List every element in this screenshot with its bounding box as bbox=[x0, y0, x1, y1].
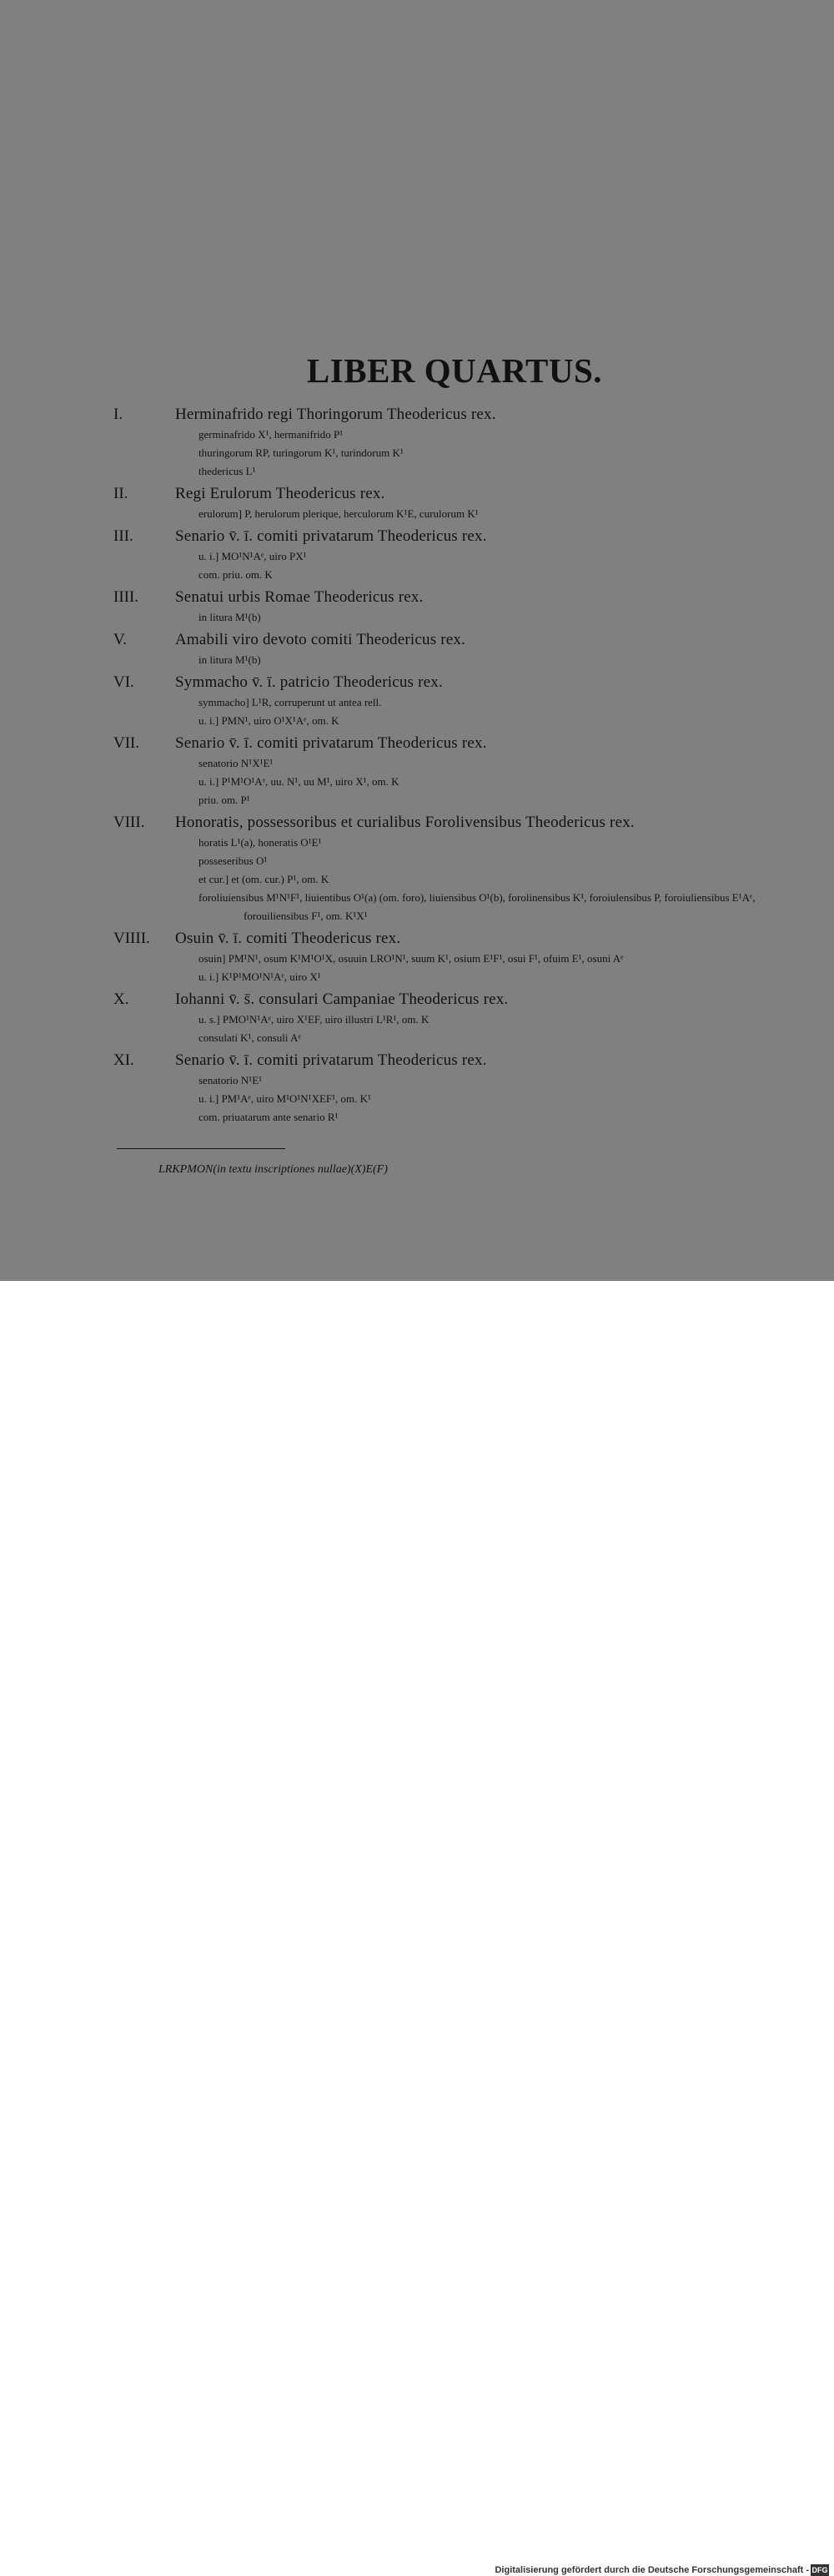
entry-numeral: VIII. bbox=[113, 814, 145, 831]
entry-heading: Osuin v̄. ī. comiti Theodericus rex. bbox=[175, 930, 401, 947]
letter-entry bbox=[113, 526, 806, 584]
entry-numeral: IIII. bbox=[113, 588, 139, 606]
entry-heading: Amabili viro devoto comiti Theodericus rex. bbox=[175, 631, 466, 648]
apparatus-note: com. priu. om. K bbox=[198, 568, 273, 581]
letter-entry bbox=[113, 404, 806, 481]
letter-entry bbox=[113, 989, 806, 1047]
letter-entry bbox=[113, 812, 806, 925]
apparatus-note: osuin] PM¹N¹, osum K¹M¹O¹X, osuuin LRO¹N¹, suum K¹, osium E¹F¹, osui F¹, ofuim E¹, osuni Aᵉ bbox=[198, 952, 624, 965]
entry-numeral: V. bbox=[113, 631, 128, 648]
apparatus-note: thedericus L¹ bbox=[198, 465, 256, 477]
apparatus-note: u. i.] K¹P¹MO¹N¹Aᵉ, uiro X¹ bbox=[198, 970, 321, 983]
apparatus-note: foroliuiensibus M¹N¹F¹, liuientibus O¹(a) (om. foro), liuiensibus O¹(b), forolinensibus K¹, foroiulensibus P, foroiuliensibus E¹Aᵉ, forouiliensibus F¹, om. K¹X¹ bbox=[198, 891, 756, 922]
letter-entry bbox=[113, 733, 806, 809]
entry-heading-row bbox=[113, 629, 806, 651]
letter-entry bbox=[113, 483, 806, 523]
apparatus-note: priu. om. P¹ bbox=[198, 794, 250, 806]
apparatus-note: u. i.] PM¹Aᵉ, uiro M¹O¹N¹XEF¹, om. K¹ bbox=[198, 1092, 371, 1105]
dfg-logo-icon: DFG bbox=[811, 2566, 828, 2574]
apparatus-note: com. priuatarum ante senario R¹ bbox=[198, 1111, 339, 1123]
apparatus-note: u. i.] PMN¹, uiro O¹X¹Aᵉ, om. K bbox=[198, 714, 339, 727]
apparatus-note: in litura M¹(b) bbox=[198, 653, 261, 666]
apparatus-note: posseseribus O¹ bbox=[198, 854, 268, 867]
entry-heading-row bbox=[113, 812, 806, 834]
entry-numeral: VI. bbox=[113, 673, 134, 691]
letter-entry bbox=[113, 587, 806, 627]
entry-heading: Iohanni v̄. s̄. consulari Campaniae Theodericus rex. bbox=[175, 991, 509, 1008]
entry-heading-row bbox=[113, 672, 806, 693]
letter-entry bbox=[113, 672, 806, 730]
footnote-rule bbox=[117, 1148, 285, 1149]
entry-numeral: VIIII. bbox=[113, 930, 150, 947]
entry-heading: Senario v̄. ī. comiti privatarum Theodericus rex. bbox=[175, 734, 487, 752]
letter-entry bbox=[113, 1050, 806, 1127]
apparatus-note: u. i.] P¹M¹O¹Aᵉ, uu. N¹, uu M¹, uiro X¹, om. K bbox=[198, 775, 399, 788]
entry-numeral: II. bbox=[113, 485, 128, 502]
entry-heading: Honoratis, possessoribus et curialibus Forolivensibus Theodericus rex. bbox=[175, 814, 635, 831]
entry-heading-row bbox=[113, 733, 806, 754]
entry-heading: Symmacho v̄. ī. patricio Theodericus rex. bbox=[175, 673, 443, 691]
letter-entry bbox=[113, 629, 806, 669]
apparatus-note: senatorio N¹X¹E¹ bbox=[198, 757, 274, 769]
letter-list bbox=[113, 404, 806, 1129]
apparatus-note: consulati K¹, consuli Aᵉ bbox=[198, 1031, 301, 1044]
entry-heading: Senario v̄. ī. comiti privatarum Theodericus rex. bbox=[175, 527, 487, 545]
entry-numeral: X. bbox=[113, 991, 129, 1008]
entry-heading: Senatui urbis Romae Theodericus rex. bbox=[175, 588, 424, 606]
entry-heading: Senario v̄. ī. comiti privatarum Theodericus rex. bbox=[175, 1051, 487, 1069]
apparatus-note: u. s.] PMO¹N¹Aᵉ, uiro X¹EF, uiro illustri L¹R¹, om. K bbox=[198, 1013, 430, 1026]
manuscript-sigla: LRKPMON(in textu inscriptiones nullae)(X)E(F) bbox=[158, 1163, 388, 1176]
entry-numeral: III. bbox=[113, 527, 133, 545]
entry-numeral: XI. bbox=[113, 1051, 134, 1069]
entry-heading-row bbox=[113, 928, 806, 950]
entry-heading-row bbox=[113, 989, 806, 1011]
apparatus-note: horatis L¹(a), honeratis O¹E¹ bbox=[198, 836, 322, 849]
entry-heading-row bbox=[113, 1050, 806, 1071]
entry-numeral: VII. bbox=[113, 734, 140, 752]
apparatus-note: thuringorum RP, turingorum K¹, turindorum K¹ bbox=[198, 446, 404, 459]
apparatus-note: u. i.] MO¹N¹Aᵉ, uiro PX¹ bbox=[198, 550, 307, 562]
entry-heading-row bbox=[113, 483, 806, 505]
apparatus-note: germinafrido X¹, hermanifrido P¹ bbox=[198, 428, 344, 441]
scanned-page bbox=[0, 0, 834, 1281]
letter-entry bbox=[113, 928, 806, 986]
apparatus-note: senatorio N¹E¹ bbox=[198, 1074, 263, 1086]
entry-numeral: I. bbox=[113, 406, 123, 423]
apparatus-note: erulorum] P, herulorum plerique, herculorum K¹E, curulorum K¹ bbox=[198, 507, 479, 520]
entry-heading: Regi Erulorum Theodericus rex. bbox=[175, 485, 385, 502]
entry-heading-row bbox=[113, 404, 806, 426]
entry-heading: Herminafrido regi Thoringorum Theodericus rex. bbox=[175, 406, 496, 423]
dfg-credit: Digitalisierung gefördert durch die Deutsche Forschungsgemeinschaft - bbox=[495, 2565, 809, 2575]
book-title: LIBER QUARTUS. bbox=[306, 351, 603, 390]
apparatus-note: symmacho] L¹R, corruperunt ut antea rell. bbox=[198, 696, 382, 708]
apparatus-note: in litura M¹(b) bbox=[198, 611, 261, 623]
digitization-footer bbox=[0, 1281, 834, 2575]
apparatus-note: et cur.] et (om. cur.) P¹, om. K bbox=[198, 873, 329, 885]
entry-heading-row bbox=[113, 526, 806, 547]
entry-heading-row bbox=[113, 587, 806, 608]
